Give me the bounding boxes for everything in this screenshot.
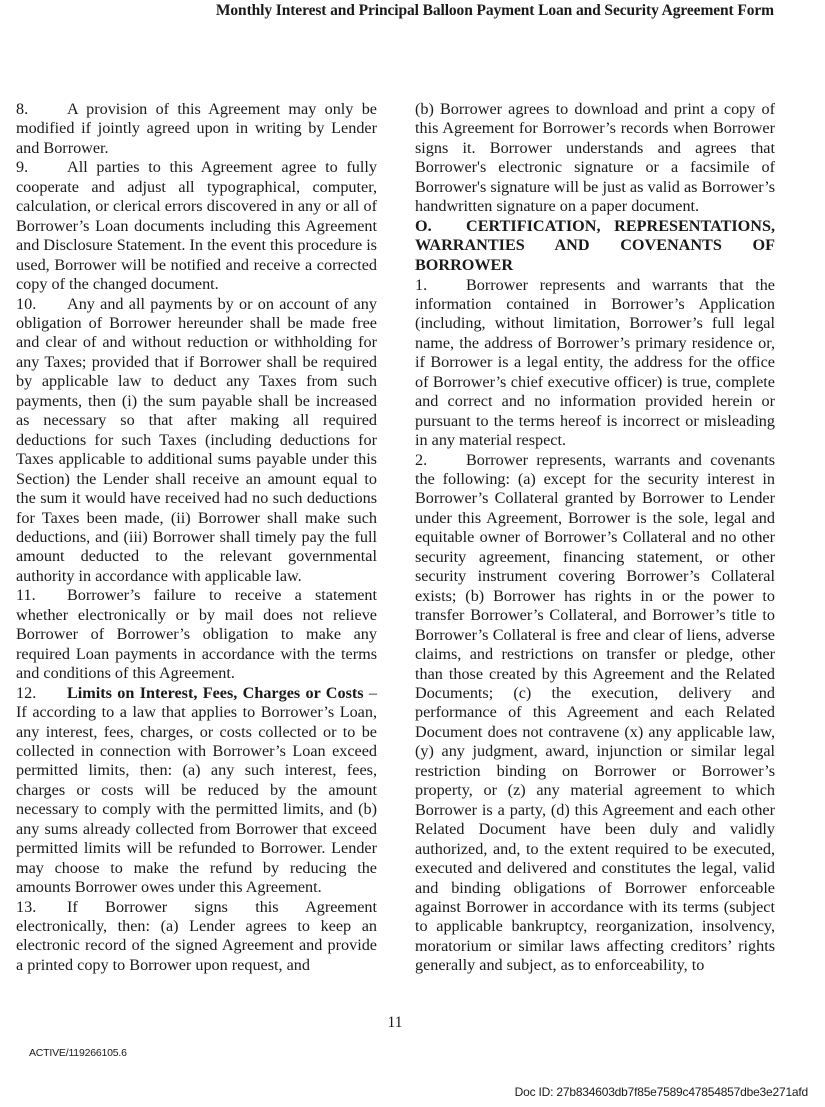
- paragraph-13: [16, 898, 377, 976]
- paragraph-number: 2.: [415, 450, 428, 469]
- paragraph-text: If according to a law that applies to Borrower’s Loan, any interest, fees, charges, or costs collected or to be collected in connection with Borrower’s Loan exceed permitted limits, then: (a) any such interest, fees, charges or costs will be reduced by the amount necessary to comply with the permitted limits, and (b) any sums already collected from Borrower that exceed permitted limits will be refunded to Borrower. Lender may choose to make the refund by reducing the amounts Borrower owes under this Agreement.: [16, 703, 377, 897]
- paragraph-number: 1.: [415, 275, 428, 294]
- section-letter: O.: [415, 216, 432, 235]
- paragraph-number: 13.: [16, 897, 37, 916]
- paragraph-text: Borrower represents and warrants that the information contained in Borrower’s Application (including, without limitation, Borrower’s full legal name, the address of Borrower’s primary residence or, if Borrower is a legal entity, the address for the office of Borrower’s chief executive officer) is true, complete and correct and no information provided herein or pursuant to the terms hereof is incorrect or misleading in any material respect.: [415, 275, 775, 450]
- paragraph-10: [16, 295, 377, 587]
- right-column: [415, 100, 775, 976]
- paragraph-text: All parties to this Agreement agree to fully cooperate and adjust all typographical, computer, calculation, or clerical errors discovered in any or all of Borrower’s Loan documents including this Agreement and Disclosure Statement. In the event this procedure is used, Borrower will be notified and receive a corrected copy of the changed document.: [16, 158, 377, 294]
- paragraph-number: 11.: [16, 586, 36, 605]
- paragraph-12: [16, 684, 377, 898]
- section-heading-o: [415, 217, 775, 276]
- doc-id: Doc ID: 27b834603db7f85e7589c47854857dbe3e271afd: [514, 1085, 808, 1099]
- paragraph-text: Borrower represents, warrants and covenants the following: (a) except for the security interest in Borrower’s Collateral granted by Borrower to Lender under this Agreement, Borrower is the sole, legal and equitable owner of Borrower’s Collateral and no other security agreement, financing statement, or other security instrument covering Borrower’s Collateral exists; (b) Borrower has rights in or the power to transfer Borrower’s Collateral, and Borrower’s title to Borrower’s Collateral is free and clear of liens, adverse claims, and restrictions on transfer or pledge, other than those created by this Agreement and the Related Documents; (c) the execution, delivery and performance of this Agreement and each Related Document does not contravene (x) any applicable law, (y) any judgment, award, injunction or similar legal restriction binding on Borrower or Borrower’s property, or (z) any material agreement to which Borrower is a party, (d) this Agreement and each other Related Document have been duly and validly authorized, and, to the extent required to be executed, executed and delivered and constitutes the legal, valid and binding obligations of Borrower enforceable against Borrower in accordance with its terms (subject to applicable bankruptcy, reorganization, insolvency, moratorium or similar laws affecting creditors’ rights generally and subject, as to enforceability, to: [415, 450, 775, 975]
- title-dash: –: [363, 683, 378, 702]
- paragraph-text: Any and all payments by or on account of any obligation of Borrower hereunder shall be made free and clear of and without reduction or withholding for any Taxes; provided that if Borrower shall be required by applicable law to deduct any Taxes from such payments, then (i) the sum payable shall be increased as necessary so that after making all required deductions for such Taxes (including deductions for Taxes applicable to additional sums payable under this Section) the Lender shall receive an amount equal to the sum it would have received had no such deductions for Taxes been made, (ii) Borrower shall make such deductions, and (iii) Borrower shall timely pay the full amount deducted to the relevant governmental authority in accordance with applicable law.: [16, 294, 377, 585]
- paragraph-number: 10.: [16, 294, 37, 313]
- paragraph-text: If Borrower signs this Agreement electronically, then: (a) Lender agrees to keep an electronic record of the signed Agreement and provide a printed copy to Borrower upon request, and: [16, 897, 377, 974]
- left-column: [16, 100, 377, 975]
- paragraph-8: [16, 100, 377, 158]
- paragraph-9: [16, 158, 377, 294]
- document-header-title: Monthly Interest and Principal Balloon Payment Loan and Security Agreement Form: [215, 2, 774, 19]
- paragraph-text: (b) Borrower agrees to download and print a copy of this Agreement for Borrower’s records when Borrower signs it. Borrower understands and agrees that Borrower's electronic signature or a facsimile of Borrower's signature will be just as valid as Borrower’s handwritten signature on a paper document.: [415, 100, 775, 216]
- paragraph-number: 8.: [16, 100, 29, 118]
- active-document-id: ACTIVE/119266105.6: [29, 1047, 127, 1059]
- paragraph-title: Limits on Interest, Fees, Charges or Costs: [67, 683, 364, 702]
- paragraph-o-2: [415, 451, 775, 976]
- section-title: CERTIFICATION, REPRESENTATIONS, WARRANTIES AND COVENANTS OF BORROWER: [415, 216, 775, 274]
- paragraph-o-1: [415, 276, 775, 451]
- paragraph-11: [16, 586, 377, 683]
- paragraph-number: 9.: [16, 158, 29, 177]
- paragraph-text: A provision of this Agreement may only be modified if jointly agreed upon in writing by Lender and Borrower.: [16, 100, 377, 157]
- paragraph-text: Borrower’s failure to receive a statement whether electronically or by mail does not relieve Borrower of Borrower’s obligation to make any required Loan payments in accordance with the terms and conditions of this Agreement.: [16, 586, 377, 683]
- paragraph-number: 12.: [16, 683, 37, 702]
- page-number: 11: [387, 1014, 403, 1031]
- paragraph-13-continued: [415, 100, 775, 217]
